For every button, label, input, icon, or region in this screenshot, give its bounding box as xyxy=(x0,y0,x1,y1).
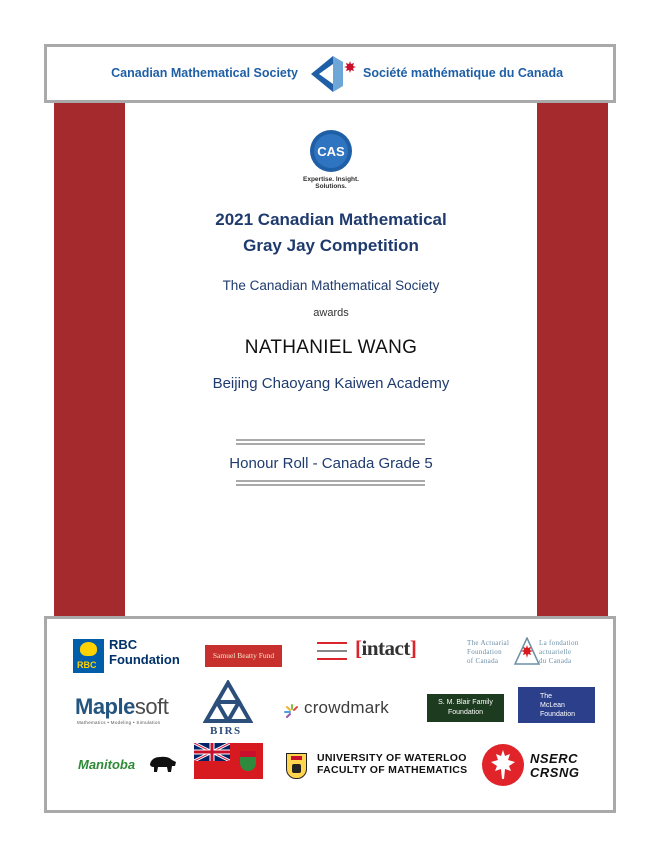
manitoba-logo: Manitoba xyxy=(78,757,136,772)
waterloo-shield-icon xyxy=(286,753,307,779)
ontario-flag-icon xyxy=(194,743,263,779)
society-name-english: Canadian Mathematical Society xyxy=(111,66,298,80)
cms-triangle-logo-icon xyxy=(309,54,345,94)
maplesoft-bold: Maple xyxy=(75,694,135,719)
maple-leaf-icon xyxy=(344,61,356,73)
birs-triangle-icon xyxy=(203,680,253,724)
nserc-line2: CRSNG xyxy=(530,765,580,780)
crowdmark-icon xyxy=(282,702,302,722)
rbc-foundation-logo xyxy=(109,637,180,667)
act-en1: The Actuarial xyxy=(467,639,510,647)
intact-lines-icon xyxy=(317,642,347,666)
union-jack-icon xyxy=(194,743,230,761)
divider xyxy=(236,480,425,482)
society-name-french: Société mathématique du Canada xyxy=(363,66,564,80)
act-fr3: du Canada xyxy=(539,657,572,665)
left-red-bar xyxy=(54,103,125,618)
honour-roll: Honour Roll - Canada Grade 5 xyxy=(229,455,433,472)
beatty-name: Samuel Beatty Fund xyxy=(212,651,275,660)
birs-name: BIRS xyxy=(210,725,242,737)
lion-icon xyxy=(80,642,97,656)
awards-text: awards xyxy=(313,307,349,319)
act-en2: Foundation xyxy=(467,648,502,656)
school-name: Beijing Chaoyang Kaiwen Academy xyxy=(212,375,450,392)
competition-title-line-1: 2021 Canadian Mathematical xyxy=(215,210,447,229)
right-red-bar xyxy=(537,103,608,618)
rbc-line1: RBC xyxy=(109,637,138,652)
intact-bracket-open: [ xyxy=(355,636,362,660)
waterloo-logo xyxy=(317,752,467,776)
actuarial-triangle-icon xyxy=(514,637,540,665)
samuel-beatty-fund-logo xyxy=(205,645,282,667)
mclean-foundation-logo xyxy=(518,687,595,723)
blair-foundation-logo xyxy=(427,694,504,722)
certificate-body xyxy=(125,103,537,618)
rbc-shield-logo xyxy=(73,639,104,673)
actuarial-foundation-fr xyxy=(539,639,579,666)
waterloo-line2: FACULTY OF MATHEMATICS xyxy=(317,764,468,776)
blair-line2: Foundation xyxy=(447,709,484,716)
maplesoft-logo xyxy=(75,694,168,720)
waterloo-line1: UNIVERSITY OF WATERLOO xyxy=(317,752,467,764)
act-en3: of Canada xyxy=(467,657,499,665)
header-banner xyxy=(44,44,616,103)
maplesoft-subtitle: Mathematics • Modeling • Simulation xyxy=(77,720,161,725)
actuarial-foundation-en xyxy=(467,639,509,666)
intact-name: intact xyxy=(361,636,410,660)
nserc-maple-leaf-icon xyxy=(481,743,525,787)
sponsors-box xyxy=(44,616,616,813)
competition-title-line-2: Gray Jay Competition xyxy=(243,236,419,255)
mclean-line1: The xyxy=(540,693,553,700)
rbc-shield-text: RBC xyxy=(77,660,97,670)
blair-line1: S. M. Blair Family xyxy=(438,699,493,706)
cas-tagline-2: Solutions. xyxy=(315,183,347,190)
mclean-line2: McLean xyxy=(540,702,565,709)
divider xyxy=(236,439,425,441)
bison-icon xyxy=(148,754,178,774)
divider xyxy=(236,484,425,486)
act-fr2: actuarielle xyxy=(539,648,572,656)
mclean-line3: Foundation xyxy=(540,711,576,718)
nserc-logo xyxy=(530,752,579,780)
cas-logo-text: CAS xyxy=(317,144,345,159)
crowdmark-name: crowdmark xyxy=(304,698,389,717)
intact-bracket-close: ] xyxy=(409,636,417,660)
maplesoft-rest: soft xyxy=(134,694,169,719)
divider xyxy=(236,443,425,445)
cas-logo-icon xyxy=(309,129,353,173)
rbc-line2: Foundation xyxy=(109,652,180,667)
act-fr1: La fondation xyxy=(539,639,579,647)
recipient-name: NATHANIEL WANG xyxy=(244,337,418,358)
ontario-shield-icon xyxy=(240,751,256,771)
cas-tagline-1: Expertise. Insight. xyxy=(303,176,359,183)
nserc-line1: NSERC xyxy=(530,751,579,766)
presenter: The Canadian Mathematical Society xyxy=(222,278,440,293)
intact-logo xyxy=(355,636,416,661)
